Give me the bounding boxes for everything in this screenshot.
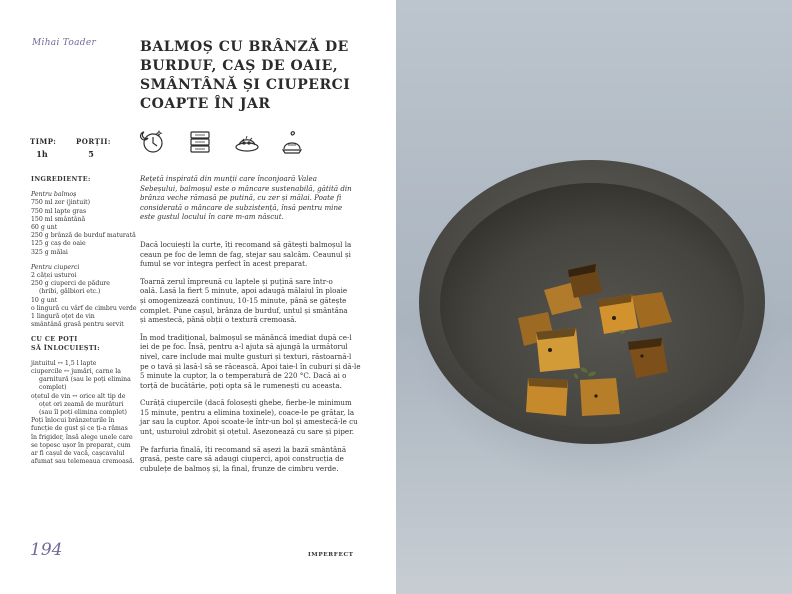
title-line: SMÂNTÂNĂ ȘI CIUPERCI xyxy=(140,77,351,93)
recipe-icons xyxy=(138,128,308,156)
body-line: și amestecă, până obții o textură cremoasă. xyxy=(140,315,297,325)
dish-on-plate-icon xyxy=(233,128,261,156)
intro-line: Sebeșului, balmoșul este o mâncare sustenabilă, gătită din xyxy=(140,183,352,193)
substitute-line: jintuitul ↔ 1,5 l lapte xyxy=(31,359,97,367)
stacked-containers-icon xyxy=(188,128,212,156)
intro-line: este gustul locului în care m-am născut. xyxy=(140,212,284,222)
time-value: 1h xyxy=(36,149,48,159)
body-paragraph xyxy=(140,398,372,436)
portions-value: 5 xyxy=(88,149,94,159)
substitute-line: ciupercile ↔ jumări, carne la xyxy=(31,368,121,376)
ingredient-line: 750 ml lapte gras xyxy=(31,207,87,215)
ingredient-line: 125 g caș de oaie xyxy=(31,240,86,248)
clock-moon-icon xyxy=(138,128,166,156)
ingredient-line: 250 g ciuperci de pădure xyxy=(31,280,110,288)
body-line: fumul se vor integra perfect în acest preparat. xyxy=(140,259,308,269)
ingredient-line: 150 ml smântână xyxy=(31,215,86,223)
body-line: 5 minute la cuptor, la o temperatură de 220 °C. Dacă ai o xyxy=(140,371,347,381)
ingredient-line: (hribi, gălbiori etc.) xyxy=(39,288,101,296)
substitute-line: oțet ori zeamă de murături xyxy=(39,400,124,408)
body-paragraph xyxy=(140,445,372,474)
body-line: Dacă locuiești la curte, îți recomand să gătești balmoșul la xyxy=(140,239,352,249)
dish-photo xyxy=(396,0,792,594)
body-line: oală. Lasă la fiert 5 minute, apoi adaugă mălaiul în ploaie xyxy=(140,286,348,296)
ingredient-line: 250 g brânză de burduf maturată xyxy=(31,232,136,240)
body-line: nivel, care include mai multe gusturi și texturi, răstoarnă-l xyxy=(140,351,352,361)
recipe-body xyxy=(140,174,372,481)
ingredient-line: 1 lingură oțet de vin xyxy=(31,313,95,321)
body-line: torță de bucătărie, poți opta să le rumenești cu aceasta. xyxy=(140,380,342,390)
body-paragraph xyxy=(140,333,372,391)
ingredient-line: o lingură cu vârf de cimbru verde xyxy=(31,304,137,312)
body-line: unt, usturoiul zdrobit și oțetul. Asezonează cu sare și piper. xyxy=(140,427,354,437)
body-line: pe o tavă și lasă-l să se răcească. Apoi taie-l în cuburi și dă-le xyxy=(140,361,361,371)
time-info xyxy=(30,137,57,159)
intro-line: Rețetă inspirată din munții care înconjoară Valea xyxy=(140,174,317,183)
substitute-line: în frigider, însă alege unele care xyxy=(31,433,133,441)
substitute-line: ar fi cașul de vacă, cașcavalul xyxy=(31,450,125,458)
title-line: BALMOȘ CU BRÂNZĂ DE xyxy=(140,39,349,55)
body-line: complet. Pune cașul, brânza de burduf, untul și smântâna xyxy=(140,305,348,315)
ingredient-line: 750 ml zer (jintuit) xyxy=(31,199,91,207)
author-name: Mihai Toader xyxy=(32,38,97,48)
portions-info xyxy=(76,137,112,159)
ingredient-line: 60 g unt xyxy=(31,224,58,232)
body-line: Toarnă zerul împreună cu laptele și puțină sare într-o xyxy=(140,276,333,286)
substitute-line: se topesc ușor în preparat, cum xyxy=(31,441,131,449)
title-line: COAPTE ÎN JAR xyxy=(140,96,271,112)
portions-label: PORȚII: xyxy=(76,137,112,146)
substitute-line: funcție de gust și ce ți-a rămas xyxy=(31,425,128,433)
substitutes-heading: SĂ ÎNLOCUIEȘTI: xyxy=(31,344,100,352)
body-line: 15 minute, pentru a elimina toxinele), coace-le pe grătar, la xyxy=(140,407,355,417)
ingredients-sidebar xyxy=(31,176,137,467)
body-line: cubulețe de balmoș și, la final, frunze de cimbru verde. xyxy=(140,463,339,473)
body-line: și omogenizează continuu, 10-15 minute, până se gătește xyxy=(140,295,347,305)
time-label: TIMP: xyxy=(30,137,57,146)
substitute-line: garnitură (sau le poți elimina xyxy=(39,376,131,384)
mushroom-subheading: Pentru ciuperci xyxy=(31,263,80,271)
polenta-cube xyxy=(580,378,620,416)
ingredients-heading: INGREDIENTE: xyxy=(31,176,91,183)
substitute-line: Poți înlocui brânzeturile în xyxy=(31,417,115,425)
body-paragraph xyxy=(140,240,372,269)
intro-line: considerată o mâncare de subzistență, însă pentru mine xyxy=(140,202,343,212)
body-line: iei de pe foc. Însă, pentru a-l ajuta să ajungă la următorul xyxy=(140,342,348,352)
body-line: În mod tradițional, balmoșul se mănâncă imediat după ce-l xyxy=(140,332,352,342)
body-line: jar sau la cuptor. Apoi scoate-le într-un bol și amestecă-le cu xyxy=(140,417,358,427)
intro-line: brânza veche rămasă pe putină, cu zer și mălai. Poate fi xyxy=(140,193,342,203)
body-line: Curăță ciupercile (dacă folosești ghebe, fierbe-le minimum xyxy=(140,398,352,408)
ingredient-line: 325 g mălai xyxy=(31,248,68,256)
book-brand: IMPERFECT xyxy=(308,552,354,558)
balmos-subheading: Pentru balmoș xyxy=(31,191,77,199)
photo-illustration xyxy=(396,0,792,594)
body-line: grasă, peste care să adaugi ciuperci, apoi construcția de xyxy=(140,454,344,464)
ingredient-line: 2 căței usturoi xyxy=(31,272,77,280)
substitute-line: (sau îl poți elimina complet) xyxy=(39,409,127,417)
substitutes-heading: CU CE POȚI xyxy=(31,336,78,344)
intro-paragraph xyxy=(140,174,372,222)
substitute-line: complet) xyxy=(39,384,67,392)
substitute-line: oțetul de vin ↔ orice alt tip de xyxy=(31,392,126,400)
body-paragraph xyxy=(140,277,372,325)
page-number: 194 xyxy=(30,540,63,560)
cloche-tray-icon xyxy=(278,128,306,156)
ingredient-line: 10 g unt xyxy=(31,296,58,304)
recipe-title xyxy=(140,38,375,114)
body-line: Pe farfuria finală, îți recomand să așezi la bază smântână xyxy=(140,444,347,454)
body-line: ceaun pe foc de lemn de fag, stejar sau salcâm. Ceaunul și xyxy=(140,249,351,259)
title-line: BURDUF, CAȘ DE OAIE, xyxy=(140,58,339,74)
ingredient-line: smântână grasă pentru servit xyxy=(31,321,124,329)
substitute-line: afumat sau telemeaua cremoasă. xyxy=(31,458,135,466)
